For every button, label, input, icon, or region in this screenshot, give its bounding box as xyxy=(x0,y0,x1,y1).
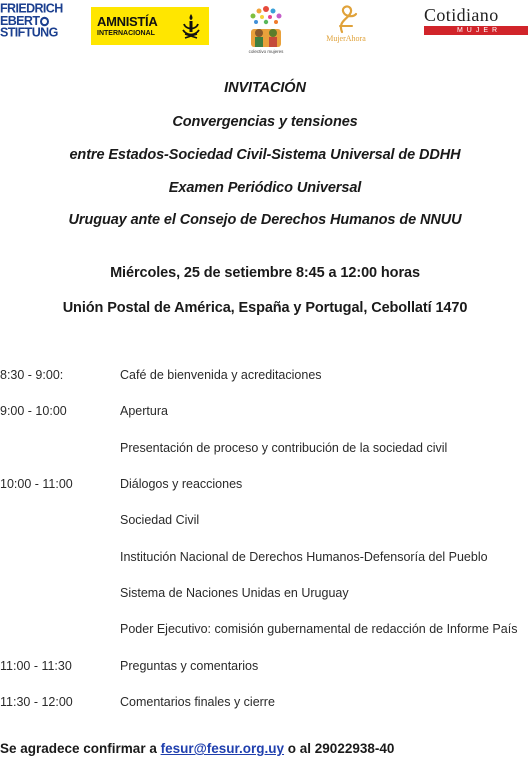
agenda-time: 10:00 - 11:00 xyxy=(0,477,73,491)
title-line-4: Uruguay ante el Consejo de Derechos Humanos de NNUU xyxy=(68,212,462,228)
colectivo-caption: colectivo mujeres xyxy=(248,49,284,54)
agenda-item: Poder Ejecutivo: comisión gubernamental de redacción de Informe País xyxy=(120,622,518,636)
rsvp-email-link[interactable]: fesur@fesur.org.uy xyxy=(160,741,285,756)
agenda-item: Café de bienvenida y acreditaciones xyxy=(120,368,322,382)
colectivo-illustration-icon xyxy=(241,1,291,49)
agenda-item: Institución Nacional de Derechos Humanos-Defensoría del Pueblo xyxy=(120,550,488,564)
cotidiano-bar: MUJER xyxy=(424,26,528,35)
agenda-time: 8:30 - 9:00: xyxy=(0,368,64,382)
agenda-time: 11:30 - 12:00 xyxy=(0,695,73,709)
colectivo-mujeres-logo xyxy=(241,1,291,57)
candle-icon xyxy=(181,12,201,40)
title-line-3: Examen Periódico Universal xyxy=(168,180,362,196)
event-date: Miércoles, 25 de setiembre 8:45 a 12:00 horas xyxy=(110,265,420,281)
rsvp-prefix: Se agradece confirmar a xyxy=(0,741,161,756)
fes-logo-line2: EBERT xyxy=(0,13,40,28)
title-line-2: entre Estados-Sociedad Civil-Sistema Universal de DDHH xyxy=(69,147,461,163)
rsvp-phone: o al 29022938-40 xyxy=(284,741,395,756)
amnesty-logo-line2: INTERNACIONAL xyxy=(97,30,155,37)
agenda-time: 9:00 - 10:00 xyxy=(0,404,67,418)
amnesty-logo-line1: AMNISTÍA xyxy=(97,14,158,29)
invitation-heading: INVITACIÓN xyxy=(224,80,306,96)
fes-logo-line3: STIFTUNG xyxy=(0,25,58,40)
agenda-item: Sistema de Naciones Unidas en Uruguay xyxy=(120,586,349,600)
agenda-item: Apertura xyxy=(120,404,168,418)
agenda-item: Preguntas y comentarios xyxy=(120,659,259,673)
mujerahora-logo xyxy=(316,2,376,48)
cotidiano-name: Cotidiano xyxy=(424,5,499,25)
rsvp-line xyxy=(0,741,394,756)
agenda-time: 11:00 - 11:30 xyxy=(0,659,72,673)
title-line-1: Convergencias y tensiones xyxy=(172,114,358,130)
fes-logo-line1: FRIEDRICH xyxy=(0,1,63,16)
mujerahora-symbol-icon xyxy=(316,2,376,36)
cotidiano-logo xyxy=(424,5,528,35)
event-place: Unión Postal de América, España y Portugal, Cebollatí 1470 xyxy=(62,300,468,316)
agenda-item: Presentación de proceso y contribución de la sociedad civil xyxy=(120,441,448,455)
mujerahora-text: MujerAhora xyxy=(326,34,366,43)
fes-logo xyxy=(0,3,66,39)
amnesty-logo xyxy=(91,7,209,45)
agenda-item: Comentarios finales y cierre xyxy=(120,695,275,709)
agenda-item: Sociedad Civil xyxy=(120,513,200,527)
agenda-item: Diálogos y reacciones xyxy=(120,477,243,491)
logo-strip xyxy=(0,0,530,60)
